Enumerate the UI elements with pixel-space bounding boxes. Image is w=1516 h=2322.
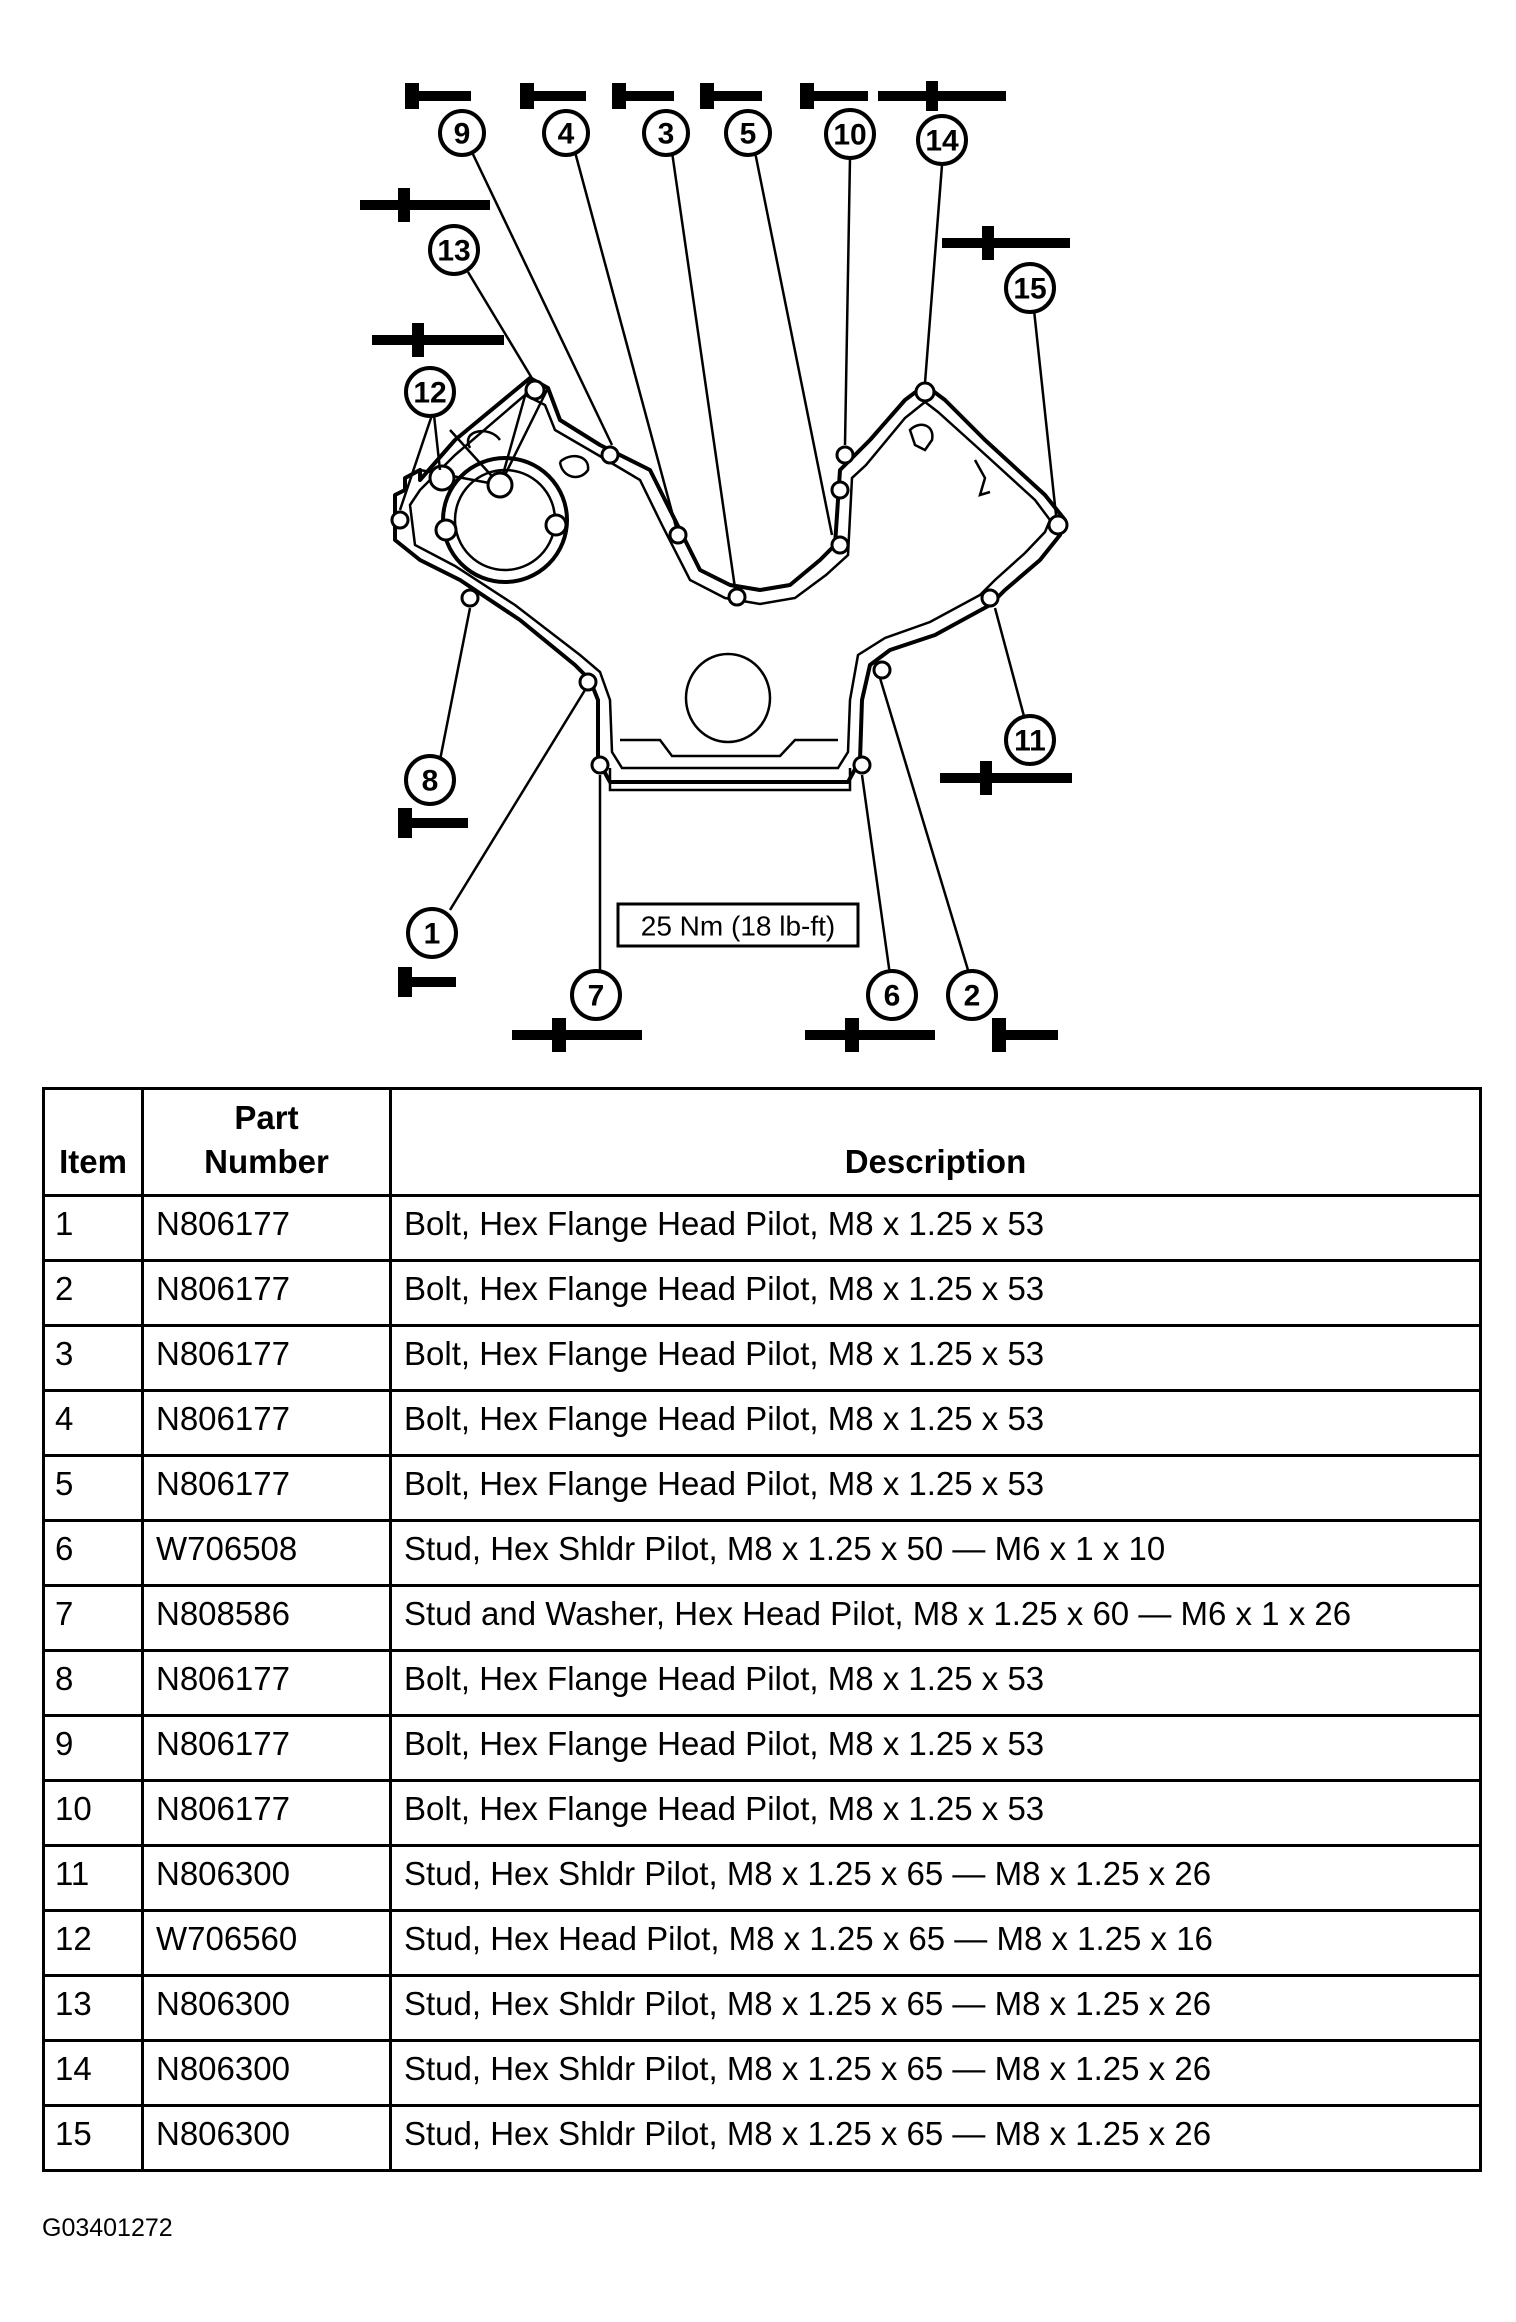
row-item: 14 [44,2041,143,2106]
row-description: Bolt, Hex Flange Head Pilot, M8 x 1.25 x 53 [391,1651,1481,1716]
row-item: 7 [44,1586,143,1651]
row-description: Stud, Hex Shldr Pilot, M8 x 1.25 x 50 — M6 x 1 x 10 [391,1521,1481,1586]
table-row [44,1196,1481,1261]
row-item: 1 [44,1196,143,1261]
callout-3 [644,111,688,155]
row-item: 8 [44,1651,143,1716]
row-description: Stud, Hex Shldr Pilot, M8 x 1.25 x 65 — M8 x 1.25 x 26 [391,2041,1481,2106]
row-description: Stud, Hex Shldr Pilot, M8 x 1.25 x 65 — M8 x 1.25 x 26 [391,1976,1481,2041]
bolt-icon-10 [800,83,868,109]
row-part-number: N808586 [143,1586,391,1651]
table-row [44,1716,1481,1781]
bolt-icon-1 [398,967,456,997]
bolt-icon-5 [700,83,762,109]
bolt-icon-6 [805,1018,935,1052]
svg-text:12: 12 [413,376,447,410]
table-body [44,1196,1481,2171]
header-part-number [143,1089,391,1196]
row-description: Bolt, Hex Flange Head Pilot, M8 x 1.25 x 53 [391,1391,1481,1456]
row-part-number: N806300 [143,2106,391,2171]
svg-text:5: 5 [739,117,757,151]
row-part-number: N806300 [143,1976,391,2041]
svg-text:2: 2 [963,979,981,1013]
row-part-number: N806177 [143,1326,391,1391]
row-description: Bolt, Hex Flange Head Pilot, M8 x 1.25 x 53 [391,1261,1481,1326]
row-description: Stud, Hex Shldr Pilot, M8 x 1.25 x 65 — M8 x 1.25 x 26 [391,2106,1481,2171]
bolt-icon-14 [878,81,1006,111]
row-part-number: N806177 [143,1651,391,1716]
callout-1 [408,909,456,957]
row-description: Stud, Hex Head Pilot, M8 x 1.25 x 65 — M8 x 1.25 x 16 [391,1911,1481,1976]
row-part-number: N806300 [143,2041,391,2106]
table-row [44,1586,1481,1651]
row-description: Stud, Hex Shldr Pilot, M8 x 1.25 x 65 — M8 x 1.25 x 26 [391,1846,1481,1911]
row-item: 2 [44,1261,143,1326]
table-row [44,1781,1481,1846]
row-part-number: N806177 [143,1716,391,1781]
row-item: 11 [44,1846,143,1911]
callout-10 [826,110,874,158]
table-row [44,2106,1481,2171]
row-description: Bolt, Hex Flange Head Pilot, M8 x 1.25 x 53 [391,1326,1481,1391]
row-item: 3 [44,1326,143,1391]
row-item: 9 [44,1716,143,1781]
callout-13 [430,226,478,274]
bolt-icon-4 [520,83,586,109]
callout-5 [726,111,770,155]
row-part-number: W706560 [143,1911,391,1976]
bolt-icon-2 [992,1018,1058,1052]
bolt-icon-12 [372,323,504,357]
table-header-row [44,1089,1481,1196]
svg-text:14: 14 [925,124,959,158]
row-part-number: N806177 [143,1391,391,1456]
svg-text:13: 13 [437,234,471,268]
table-row [44,1326,1481,1391]
bolt-icon-11 [940,761,1072,795]
bolt-icon-13 [360,188,490,222]
callout-6 [868,971,916,1019]
table-row [44,1521,1481,1586]
header-item: Item [44,1089,143,1196]
table-row [44,1911,1481,1976]
row-part-number: W706508 [143,1521,391,1586]
svg-text:15: 15 [1013,272,1047,306]
row-item: 13 [44,1976,143,2041]
row-part-number: N806177 [143,1456,391,1521]
row-part-number: N806177 [143,1261,391,1326]
row-item: 12 [44,1911,143,1976]
svg-text:10: 10 [833,118,867,152]
table-row [44,1456,1481,1521]
row-item: 5 [44,1456,143,1521]
svg-text:1: 1 [423,917,441,951]
callout-14 [918,116,966,164]
row-description: Bolt, Hex Flange Head Pilot, M8 x 1.25 x 53 [391,1716,1481,1781]
torque-label-box [618,904,858,946]
svg-text:3: 3 [657,117,675,151]
table-row [44,1261,1481,1326]
callout-8 [406,756,454,804]
callout-9 [440,111,484,155]
front-cover-diagram [0,0,1516,1080]
bolt-icon-9 [405,83,471,109]
bolt-holes [392,381,1067,773]
header-part-line2: Number [204,1143,329,1180]
cover-outline [395,378,1065,790]
callout-11 [1006,716,1054,764]
table-row [44,2041,1481,2106]
bolt-icon-7 [512,1018,642,1052]
row-description: Stud and Washer, Hex Head Pilot, M8 x 1.25 x 60 — M6 x 1 x 26 [391,1586,1481,1651]
row-description: Bolt, Hex Flange Head Pilot, M8 x 1.25 x 53 [391,1456,1481,1521]
row-part-number: N806177 [143,1781,391,1846]
torque-label: 25 Nm (18 lb-ft) [640,910,836,942]
svg-text:7: 7 [587,979,605,1013]
svg-text:8: 8 [421,764,439,798]
row-part-number: N806177 [143,1196,391,1261]
bolt-icon-15 [942,226,1070,260]
svg-text:4: 4 [557,117,575,151]
bolt-icon-3 [612,83,674,109]
row-item: 4 [44,1391,143,1456]
bolt-icon-8 [398,808,468,838]
callout-12 [406,368,454,416]
row-item: 15 [44,2106,143,2171]
row-description: Bolt, Hex Flange Head Pilot, M8 x 1.25 x 53 [391,1781,1481,1846]
leader-lines [400,148,1056,975]
row-item: 6 [44,1521,143,1586]
table-row [44,1391,1481,1456]
svg-text:11: 11 [1014,724,1046,758]
row-part-number: N806300 [143,1846,391,1911]
row-description: Bolt, Hex Flange Head Pilot, M8 x 1.25 x 53 [391,1196,1481,1261]
svg-text:9: 9 [453,117,471,151]
header-description: Description [391,1089,1481,1196]
svg-text:6: 6 [883,979,901,1013]
table-row [44,1976,1481,2041]
table-row [44,1846,1481,1911]
callout-2 [948,971,996,1019]
parts-table [42,1087,1482,2172]
header-part-line1: Part [234,1099,299,1136]
callout-4 [544,111,588,155]
callout-7 [572,971,620,1019]
table-row [44,1651,1481,1716]
figure-id: G03401272 [42,2214,173,2242]
callout-15 [1006,264,1054,312]
row-item: 10 [44,1781,143,1846]
